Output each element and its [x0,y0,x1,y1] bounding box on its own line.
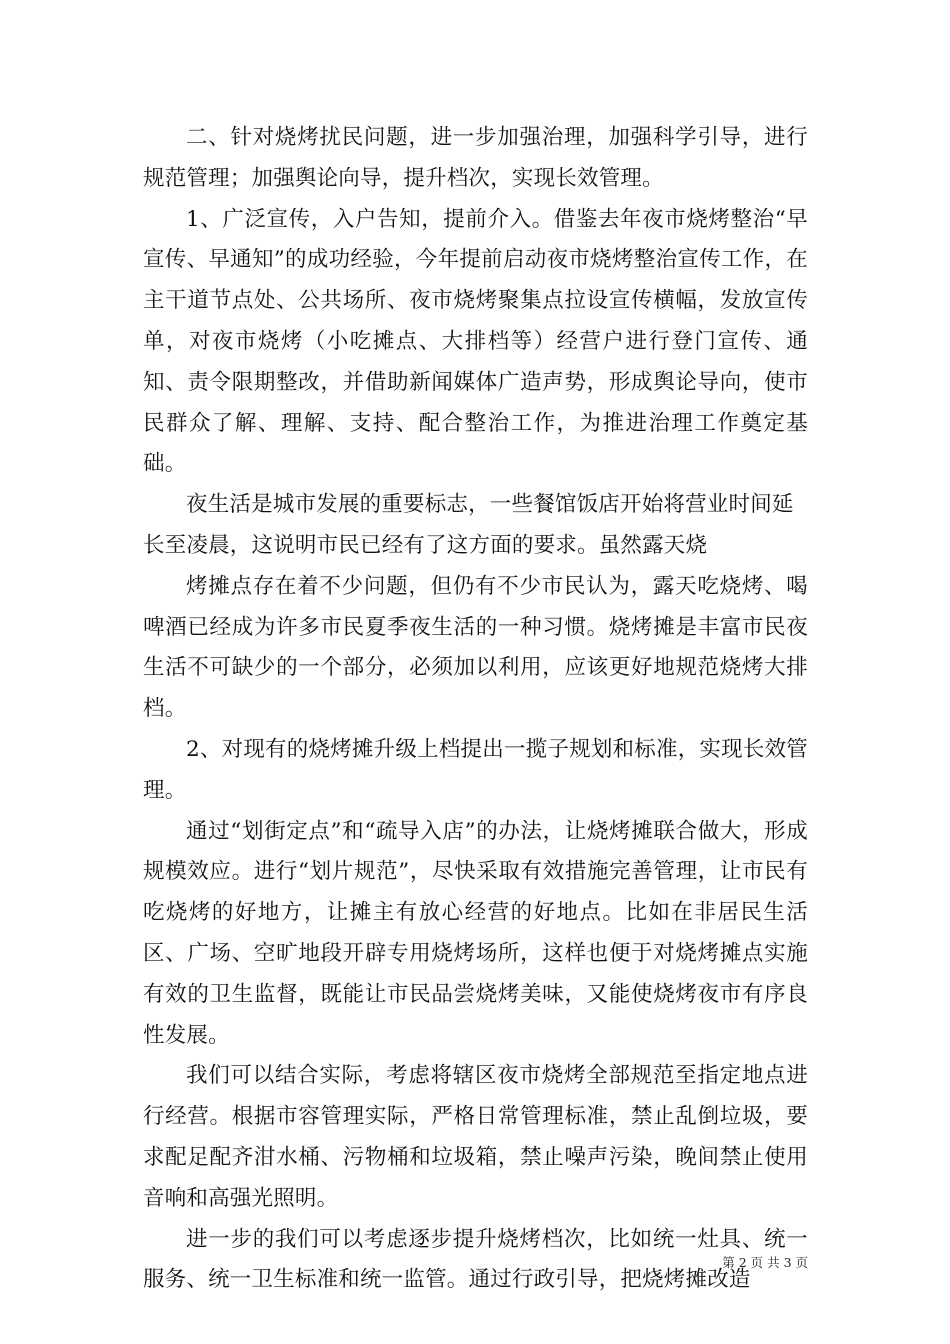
paragraph-publicity: 1、广泛宣传，入户告知，提前介入。借鉴去年夜市烧烤整治“早宣传、早通知”的成功经验，今年提前启动夜市烧烤整治宣传工作，在主干道节点处、公共场所、夜市烧烤聚集点拉设宣传横幅，发放宣传单，对夜市烧烤（小吃摊点、大排档等）经营户进行登门宣传、通知、责令限期整改，并借助新闻媒体广造声势，形成舆论导向，使市民群众了解、理解、支持、配合整治工作，为推进治理工作奠定基础。 [143,206,808,477]
paragraph-raise-quality: 进一步的我们可以考虑逐步提升烧烤档次，比如统一灶具、统一服务、统一卫生标准和统一监管。通过行政引导，把烧烤摊改造 [143,1226,808,1293]
page-number-footer: 第 2 页 共 3 页 [722,1255,808,1270]
paragraph-section-two-heading: 二、针对烧烤扰民问题，进一步加强治理，加强科学引导，进行规范管理；加强舆论向导，提升档次，实现长效管理。 [143,125,808,191]
paragraph-upgrade-plan: 2、对现有的烧烤摊升级上档提出一揽子规划和标准，实现长效管理。 [143,736,808,803]
paragraph-designated-zones: 通过“划街定点”和“疏导入店”的办法，让烧烤摊联合做大，形成规模效应。进行“划片规范”，尽快采取有效措施完善管理，让市民有吃烧烤的好地方，让摊主有放心经营的好地点。比如在非居民生活区、广场、空旷地段开辟专用烧烤场所，这样也便于对烧烤摊点实施有效的卫生监督，既能让市民品尝烧烤美味，又能使烧烤夜市有序良性发展。 [143,818,808,1048]
document-body [143,118,808,1301]
paragraph-management-standards: 我们可以结合实际，考虑将辖区夜市烧烤全部规范至指定地点进行经营。根据市容管理实际，严格日常管理标准，禁止乱倒垃圾，要求配足配齐泔水桶、污物桶和垃圾箱，禁止噪声污染，晚间禁止使用音响和高强光照明。 [143,1063,808,1211]
paragraph-nightlife: 夜生活是城市发展的重要标志，一些餐馆饭店开始将营业时间延长至凌晨，这说明市民已经有了这方面的要求。虽然露天烧 [143,492,794,558]
paragraph-bbq-stalls: 烤摊点存在着不少问题，但仍有不少市民认为，露天吃烧烤、喝啤酒已经成为许多市民夏季夜生活的一种习惯。烧烤摊是丰富市民夜生活不可缺少的一个部分，必须加以利用，应该更好地规范烧烤大排档。 [143,573,808,722]
